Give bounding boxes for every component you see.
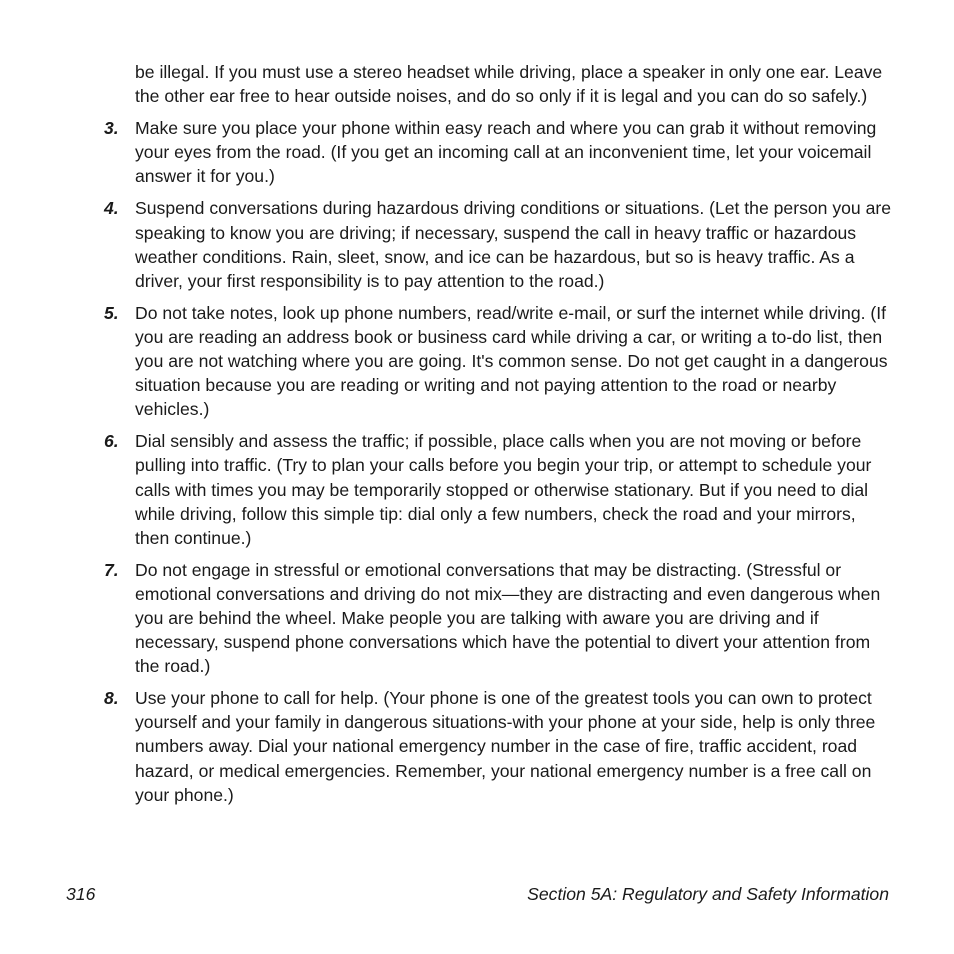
section-title: Section 5A: Regulatory and Safety Information	[527, 884, 889, 904]
item-text: Make sure you place your phone within easy reach and where you can grab it without removing your eyes from the road. (If you get an incoming call at an inconvenient time, let your voicemail answer it for you.)	[135, 118, 877, 187]
list-item	[102, 686, 892, 806]
continued-paragraph: be illegal. If you must use a stereo headset while driving, place a speaker in only one ear. Leave the other ear free to hear outside noises, and do so only if it is legal and you can do so safely.)	[135, 62, 883, 107]
page-body	[102, 60, 892, 815]
item-number: 8.	[104, 688, 119, 709]
list-item	[102, 196, 892, 292]
item-number: 5.	[104, 302, 119, 323]
item-number: 6.	[104, 431, 119, 452]
item-number: 7.	[104, 559, 119, 580]
list-item	[102, 429, 892, 549]
item-number: 4.	[104, 198, 119, 219]
item-number: 3.	[104, 118, 119, 139]
item-text: Use your phone to call for help. (Your phone is one of the greatest tools you can own to protect yourself and your family in dangerous situations-with your phone at your side, help is only three numbers away. Dial your national emergency number in the case of fire, traffic accident, road hazard, or medical emergencies. Remember, your national emergency number is a free call on your phone.)	[135, 688, 876, 805]
page-number: 316	[66, 884, 96, 904]
list-item	[102, 301, 892, 421]
list-item	[102, 116, 892, 188]
item-text: Do not take notes, look up phone numbers, read/write e-mail, or surf the internet while driving. (If you are reading an address book or business card while driving a car, or writing a to-do list, then you are not watching where you are going. It's common sense. Do not get caught in a dangerous situation because you are reading or writing and not paying attention to the road or nearby vehicles.)	[135, 302, 888, 420]
item-text: Do not engage in stressful or emotional conversations that may be distracting. (Stressful or emotional conversations and driving do not mix—they are distracting and even dangerous when you are behind the wheel. Make people you are talking with aware you are driving and if necessary, suspend phone conversations which have the potential to divert your attention from the road.)	[135, 559, 881, 677]
item-text: Dial sensibly and assess the traffic; if possible, place calls when you are not moving or before pulling into traffic. (Try to plan your calls before you begin your trip, or attempt to schedule your calls with times you may be temporarily stopped or otherwise stationary. But if you need to dial while driving, follow this simple tip: dial only a few numbers, check the road and your mirrors, then continue.)	[135, 431, 872, 548]
list-item	[102, 558, 892, 678]
item-text: Suspend conversations during hazardous driving conditions or situations. (Let the person you are speaking to know you are driving; if necessary, suspend the call in heavy traffic or hazardous weather conditions. Rain, sleet, snow, and ice can be hazardous, but so is heavy traffic. As a driver, your first responsibility is to pay attention to the road.)	[135, 198, 892, 291]
